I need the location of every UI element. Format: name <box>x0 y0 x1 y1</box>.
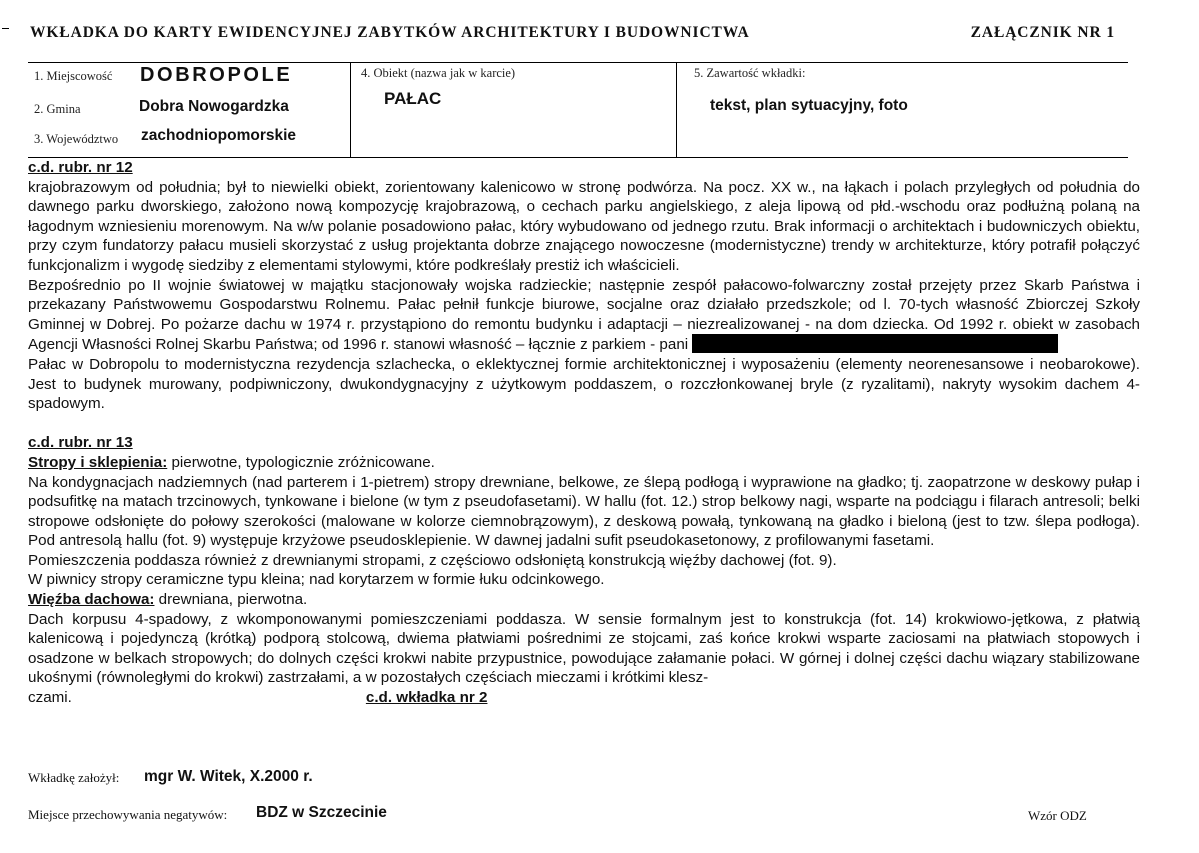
gmina-label: 2. Gmina <box>34 102 81 116</box>
zawartosc-value: tekst, plan sytuacyjny, foto <box>710 97 908 114</box>
author-value: mgr W. Witek, X.2000 r. <box>144 768 313 785</box>
continued-note: c.d. wkładka nr 2 <box>365 689 488 707</box>
section-12-paragraph-2 <box>28 276 1140 355</box>
wojewodztwo-value: zachodniopomorskie <box>141 127 297 144</box>
stropy-line <box>28 453 1140 473</box>
storage-value: BDZ w Szczecinie <box>256 804 387 821</box>
section-13-paragraph-4: Dach korpusu 4-spadowy, z wkomponowanymi pomieszczeniami poddasza. W sensie formalnym jest to konstrukcja (fot. 14) krokwiowo-jętkowa, z płatwią kalenicową i pojedynczą (krótką) podporą stolcową, dwiema płatwiami pośrednimi ze stojcami, zaś końce krokwi wsparte zaciosami na płatwiach stopowych i osadzone w belkach stropowych; do dolnych części krokwi nabite przypustnice, powodujące załamanie połaci. W górnej i dolnej części dachu wiązary stabilizowane ukośnymi (równoległymi do krokwi) zastrzałami, a w pozostałych częściach mieczami i krótkimi klesz- <box>28 610 1140 687</box>
paragraph-4-end-text: czami. <box>28 689 72 707</box>
stropy-text: pierwotne, typologicznie zróżnicowane. <box>167 453 435 471</box>
section-13-paragraph-2: Pomieszczenia poddasza również z drewnianymi stropami, z częściowo odsłoniętą konstrukcją więźby dachowej (fot. 9). <box>28 551 837 569</box>
column-divider-2 <box>676 62 677 157</box>
storage-label: Miejsce przechowywania negatywów: <box>28 807 228 822</box>
section-13-heading: c.d. rubr. nr 13 <box>28 434 133 452</box>
redaction-bar <box>692 334 1058 353</box>
table-top-border <box>28 62 1128 63</box>
gmina-value: Dobra Nowogardzka <box>139 98 289 115</box>
zawartosc-label: 5. Zawartość wkładki: <box>694 66 806 80</box>
attachment-number: ZAŁĄCZNIK NR 1 <box>970 24 1115 41</box>
wojewodztwo-label: 3. Województwo <box>34 132 119 146</box>
section-12-heading: c.d. rubr. nr 12 <box>28 159 133 176</box>
miejscowosc-label: 1. Miejscowość <box>34 69 113 83</box>
wiezba-text: drewniana, pierwotna. <box>154 591 308 609</box>
section-12-paragraph-2-text: Bezpośrednio po II wojnie światowej w majątku stacjonowały wojska radzieckie; następnie zespół pałacowo-folwarczny został przejęty przez Skarb Państwa i przekazany Państwowemu Gospodarstwu Rolnemu. Pałac pełnił funkcje biurowe, socjalne oraz działało przedszkole; od l. 70-tych własność Zbiorczej Szkoły Gminnej w Dobrej. Po pożarze dachu w 1974 r. przystąpiono do remontu budynku i adaptacji – niezrealizowanej - na dom dziecka. Od 1992 r. obiekt w zasobach Agencji Własności Rolnej Skarbu Państwa; od 1996 r. stanowi własność – łącznie z parkiem - pani <box>28 276 1140 354</box>
section-13-paragraph-1: Na kondygnacjach nadziemnych (nad parterem i 1-pietrem) stropy drewniane, belkowe, ze ślepą podłogą i wyprawione na gładko; tj. zaopatrzone w deskowy pułap i podsufitkę na matach trzcinowych, tynkowane i bielone (w tym z pseudofasetami). W hallu (fot. 12.) strop belkowy nagi, wsparte na podciągu i filarach antresoli; belki stropowe odsłonięte do połowy szerokości (malowane w kolorze ciemnobrązowym), z deskową powałą, tynkowaną na gładko i bieloną (jest to tzw. ślepa podłoga). Pod antresolą hallu (fot. 9) występuje krzyżowe pseudosklepienie. W dawnej jadalni sufit pseudokasetonowy, z profilowanymi fasetami. <box>28 473 1140 550</box>
obiekt-label: 4. Obiekt (nazwa jak w karcie) <box>361 66 516 80</box>
document-body <box>28 158 1140 708</box>
column-divider-1 <box>350 62 351 157</box>
section-13-paragraph-4-end <box>28 688 1140 708</box>
template-label: Wzór ODZ <box>1028 808 1087 823</box>
spacer <box>28 414 1140 434</box>
stropy-label: Stropy i sklepienia: <box>28 453 168 471</box>
author-label: Wkładkę założył: <box>28 770 120 785</box>
margin-mark <box>2 28 9 29</box>
obiekt-value: PAŁAC <box>384 89 442 108</box>
wiezba-line <box>28 590 1140 610</box>
form-title: WKŁADKA DO KARTY EWIDENCYJNEJ ZABYTKÓW ARCHITEKTURY I BUDOWNICTWA <box>30 24 750 41</box>
miejscowosc-value: DOBROPOLE <box>140 64 293 86</box>
section-12-paragraph-3: Pałac w Dobropolu to modernistyczna rezydencja szlachecka, o eklektycznej formie architektonicznej i wyposażeniu (elementy neorenesansowe i neobarokowe). Jest to budynek murowany, podpiwniczony, dwukondygnacyjny z użytkowym poddaszem, o rozczłonkowanej bryle (z ryzalitami), nakryty wysokim dachem 4-spadowym. <box>28 355 1140 413</box>
section-12-paragraph-1: krajobrazowym od południa; był to niewielki obiekt, zorientowany kalenicowo w stronę podwórza. Na pocz. XX w., na łąkach i polach przyległych od południa do dawnego parku dworskiego, założono nową kompozycję krajobrazową, o cechach parku angielskiego, z aleja lipową od płd.-wschodu oraz podłużną polaną na łagodnym wzniesieniu morenowym. Na w/w polanie posadowiono pałac, który wybudowano od jednego rzutu. Brak informacji o architektach i budowniczych obiektu, przy czym fundatorzy pałacu musieli skorzystać z usług projektanta dobrze znającego nowoczesne (modernistyczne) trendy w architekturze, który potrafił połączyć funkcjonalizm i wygodę siedziby z elementami stylowymi, które podkreślały prestiż ich właścicieli. <box>28 178 1140 274</box>
section-13-paragraph-3: W piwnicy stropy ceramiczne typu kleina; nad korytarzem w formie łuku odcinkowego. <box>28 571 605 589</box>
wiezba-label: Więźba dachowa: <box>28 591 155 609</box>
